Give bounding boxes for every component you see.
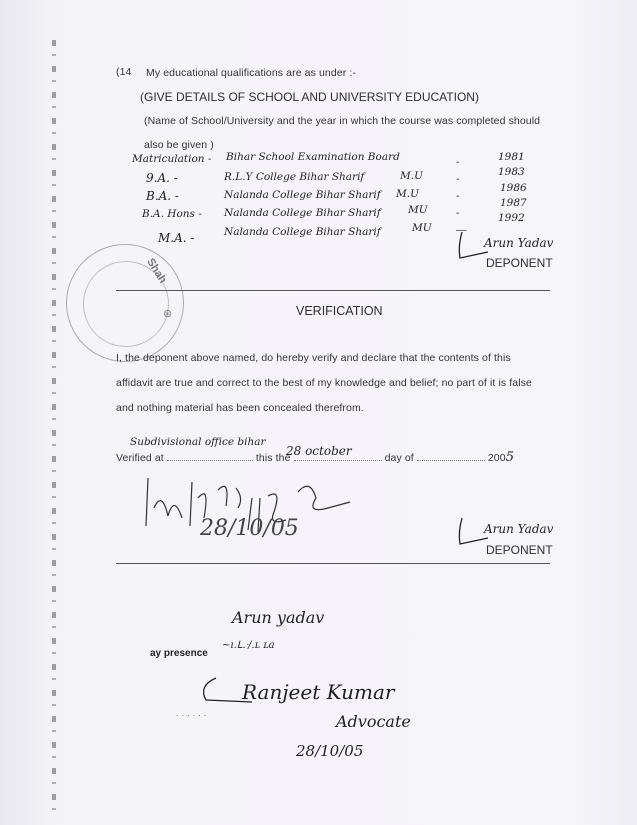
qualification-institution-5: Nalanda College Bihar Sharif bbox=[224, 226, 381, 238]
verified-at-dots bbox=[167, 460, 253, 461]
date-dots bbox=[294, 460, 382, 461]
degree: Matriculation - bbox=[132, 153, 212, 165]
binding-marks bbox=[52, 40, 56, 820]
qualification-institution-2: R.L.Y College Bihar Sharif bbox=[224, 171, 365, 183]
signature-2-text: Arun Yadav bbox=[484, 522, 554, 536]
instruction-line2: also be given ) bbox=[144, 139, 214, 151]
item-number: (14 bbox=[116, 66, 132, 78]
qualification-year-4: 1987 bbox=[500, 197, 527, 209]
advocate-signature: Ranjeet Kumar bbox=[242, 680, 395, 704]
heading-line1: My educational qualifications are as under :- bbox=[146, 67, 356, 79]
signature-3-text: Arun yadav bbox=[232, 608, 325, 627]
qualification-degree-2: 9.A. - bbox=[146, 171, 178, 185]
signature-1-text: Arun Yadav bbox=[484, 236, 554, 250]
deponent-label-2: DEPONENT bbox=[486, 543, 553, 557]
qualification-university-4: MU bbox=[408, 204, 428, 216]
qualification-degree-3: B.A. - bbox=[146, 189, 179, 203]
qualification-year-1: 1981 bbox=[498, 151, 525, 163]
qualification-institution-3: Nalanda College Bihar Sharif bbox=[224, 189, 381, 201]
stamp-signature-text: 28/10/05 bbox=[200, 516, 299, 541]
qualification-year-3: 1986 bbox=[500, 182, 527, 194]
qualification-row-1 bbox=[132, 153, 211, 165]
advocate-title: Advocate bbox=[336, 712, 411, 731]
in-my-presence-label: ay presence bbox=[150, 648, 208, 659]
section-divider-1 bbox=[116, 290, 550, 291]
instruction-line1: (Name of School/University and the year in which the course was completed should bbox=[144, 115, 541, 127]
verification-title: VERIFICATION bbox=[296, 304, 383, 318]
deponent-label-1: DEPONENT bbox=[486, 256, 553, 270]
month-dots bbox=[417, 460, 485, 461]
verified-at-label: Verified at bbox=[116, 452, 164, 464]
qualification-degree-4: B.A. Hons - bbox=[142, 208, 202, 220]
section-divider-2 bbox=[116, 563, 550, 564]
date-handwritten: 28 october bbox=[286, 444, 352, 458]
official-seal bbox=[66, 244, 184, 362]
heading-line2: (GIVE DETAILS OF SCHOOL AND UNIVERSITY EDUCATION) bbox=[140, 90, 479, 104]
qualification-year-2: 1983 bbox=[498, 166, 525, 178]
verification-line1: I, the deponent above named, do hereby verify and declare that the contents of this bbox=[116, 352, 511, 364]
qualification-university-3: M.U bbox=[396, 188, 419, 200]
qualification-institution-1: Bihar School Examination Board bbox=[226, 151, 400, 163]
seal-emblem-icon: ⊛ bbox=[163, 308, 173, 320]
year-typed-prefix: 200 bbox=[487, 452, 506, 464]
year-handwritten-suffix: 5 bbox=[505, 450, 515, 465]
verification-line2: affidavit are true and correct to the best of my knowledge and belief; no part of it is false bbox=[116, 377, 532, 389]
verification-line3: and nothing material has been concealed therefrom. bbox=[116, 402, 364, 414]
advocate-dots: · · · · · · bbox=[176, 710, 207, 720]
qualification-university-2: M.U bbox=[400, 170, 423, 182]
advocate-date: 28/10/05 bbox=[296, 742, 364, 760]
qualification-year-5: 1992 bbox=[498, 212, 525, 224]
qualification-university-5: MU bbox=[412, 222, 432, 234]
qualification-institution-4: Nalanda College Bihar Sharif bbox=[224, 207, 381, 219]
dash-column: - - - - — bbox=[456, 156, 467, 236]
qualification-degree-5: M.A. - bbox=[158, 231, 195, 245]
seal-text: Shah bbox=[144, 256, 169, 286]
verified-place-handwritten: Subdivisional office bihar bbox=[130, 436, 266, 448]
day-of-label: day of bbox=[384, 452, 414, 464]
this-the-label: this the bbox=[255, 452, 291, 464]
presence-scribble: ~ı.ᒪ.ᐧ/.ʟ ʟa bbox=[222, 640, 275, 651]
